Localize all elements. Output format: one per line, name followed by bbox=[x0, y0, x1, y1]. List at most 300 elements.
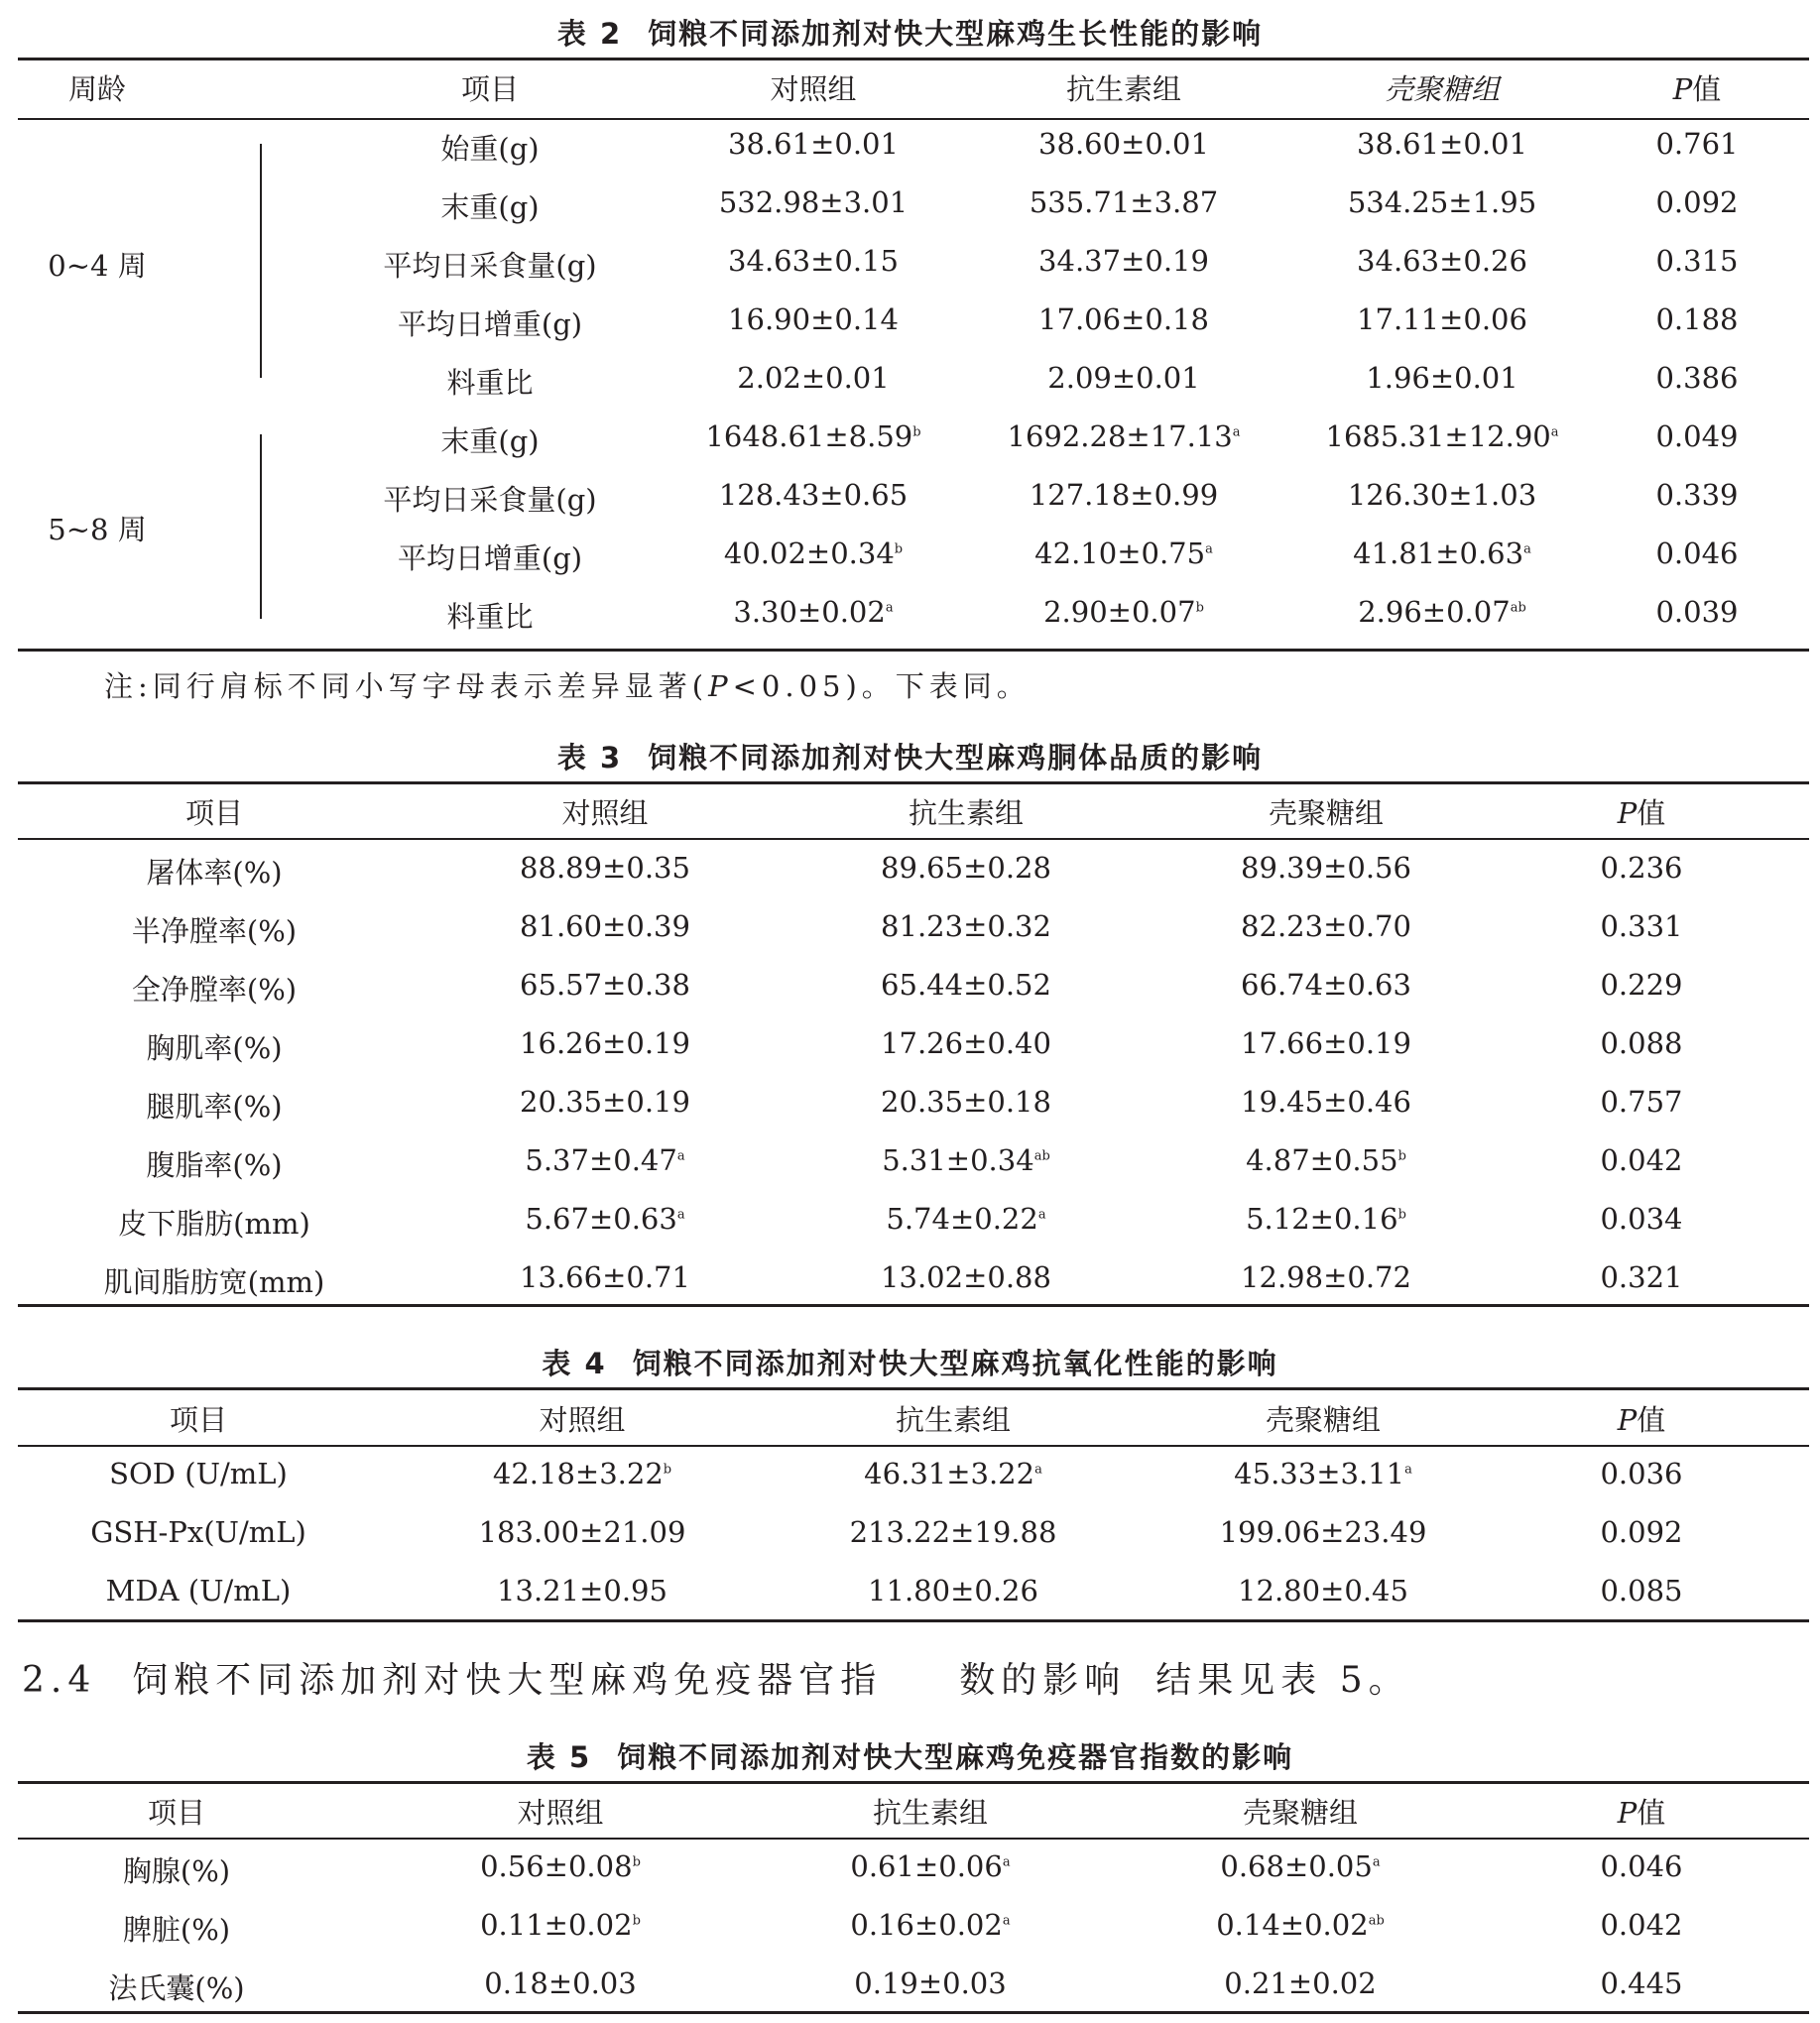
t5-row0-antibiotic-text: 0.61±0.06 bbox=[850, 1849, 1003, 1883]
t3-row0-item bbox=[146, 851, 282, 892]
t2g1-row4-item bbox=[446, 361, 533, 402]
t3-row7-chitosan bbox=[1241, 1260, 1411, 1294]
t5-row0-antibiotic-superscript: a bbox=[1002, 1854, 1011, 1870]
t2g2-row3-control-text: 3.30±0.02 bbox=[733, 595, 886, 629]
t4-row0-antibiotic bbox=[864, 1457, 1042, 1490]
t2-bracket-group2 bbox=[260, 434, 262, 619]
t3-row0-antibiotic bbox=[881, 851, 1051, 885]
t3-row1-chitosan-text: 82.23±0.70 bbox=[1241, 909, 1411, 943]
t3-row5-chitosan-superscript: b bbox=[1397, 1148, 1406, 1164]
t2g2-row0-control bbox=[705, 419, 920, 453]
t2g1-row3-antibiotic bbox=[1038, 302, 1209, 336]
t2g2-row1-p-text: 0.339 bbox=[1655, 478, 1739, 512]
table4-header-chitosan: 壳聚糖组 bbox=[1265, 1403, 1382, 1437]
t4-row2-p bbox=[1600, 1574, 1682, 1607]
t3-row6-chitosan-superscript: b bbox=[1397, 1207, 1406, 1223]
t3-row7-antibiotic-text: 13.02±0.88 bbox=[881, 1260, 1051, 1294]
t4-row1-antibiotic bbox=[850, 1515, 1057, 1549]
t2g1-row1-antibiotic-text: 535.71±3.87 bbox=[1029, 185, 1219, 219]
t5-row2-p bbox=[1600, 1966, 1682, 2000]
t2g2-row2-antibiotic-text: 42.10±0.75 bbox=[1034, 536, 1206, 570]
t3-row2-p bbox=[1600, 968, 1682, 1002]
t3-row5-antibiotic bbox=[882, 1143, 1050, 1177]
table3-number: 表 3 bbox=[556, 741, 623, 774]
t2g2-row3-antibiotic bbox=[1043, 595, 1204, 629]
table4-header-p: P值 bbox=[1617, 1403, 1666, 1437]
table5-header-rule bbox=[18, 1838, 1809, 1840]
t2g1-row4-antibiotic bbox=[1047, 361, 1199, 395]
t3-row6-control-superscript: a bbox=[676, 1207, 685, 1223]
t3-row7-item-text: 肌间脂肪宽(mm) bbox=[103, 1265, 325, 1299]
t3-row7-p bbox=[1600, 1260, 1682, 1294]
t2g2-row2-chitosan-text: 41.81±0.63 bbox=[1353, 536, 1524, 570]
t4-row2-control-text: 13.21±0.95 bbox=[497, 1574, 667, 1607]
t3-row5-control bbox=[525, 1143, 684, 1177]
t4-row2-chitosan bbox=[1238, 1574, 1408, 1607]
t3-row6-p bbox=[1600, 1202, 1682, 1236]
t4-row1-control-text: 183.00±21.09 bbox=[478, 1515, 686, 1549]
section-number: 2.4 bbox=[22, 1660, 97, 1701]
section-text-1: 饲粮不同添加剂对快大型麻鸡免疫器官指 bbox=[132, 1660, 883, 1701]
t5-row2-item bbox=[108, 1966, 244, 2007]
section-text-3: 结果见表 5。 bbox=[1155, 1660, 1410, 1701]
t2g1-row1-item bbox=[440, 185, 539, 226]
t2g1-row4-antibiotic-text: 2.09±0.01 bbox=[1047, 361, 1200, 395]
t2g1-row0-item bbox=[440, 127, 539, 168]
t2g2-row0-antibiotic-superscript: a bbox=[1232, 424, 1241, 440]
t2g2-row3-control bbox=[733, 595, 893, 629]
t3-row4-control-text: 20.35±0.19 bbox=[520, 1085, 690, 1119]
t2g1-row1-control bbox=[719, 185, 908, 219]
t2g2-row3-item bbox=[446, 595, 533, 636]
t4-row1-item bbox=[90, 1515, 306, 1549]
t3-row1-item bbox=[132, 909, 297, 950]
t3-row0-control-text: 88.89±0.35 bbox=[520, 851, 690, 885]
table5-title bbox=[0, 1735, 1820, 1776]
t5-row0-p bbox=[1600, 1849, 1682, 1883]
t2g1-row1-p-text: 0.092 bbox=[1655, 185, 1739, 219]
t4-row0-chitosan-text: 45.33±3.11 bbox=[1234, 1457, 1405, 1490]
t3-row5-chitosan-text: 4.87±0.55 bbox=[1246, 1143, 1398, 1177]
t3-row3-antibiotic bbox=[881, 1026, 1051, 1060]
t3-row2-antibiotic bbox=[881, 968, 1051, 1002]
t2g1-row0-chitosan-text: 38.61±0.01 bbox=[1357, 127, 1527, 161]
t2-header-p: P值 bbox=[1672, 72, 1722, 106]
note-p: P bbox=[708, 669, 733, 703]
t5-row2-control-text: 0.18±0.03 bbox=[484, 1966, 637, 2000]
table2-caption: 饲粮不同添加剂对快大型麻鸡生长性能的影响 bbox=[648, 17, 1264, 51]
t2g2-row3-antibiotic-superscript: b bbox=[1195, 600, 1204, 616]
t3-row5-p bbox=[1600, 1143, 1682, 1177]
t3-row5-item-text: 腹脂率(%) bbox=[146, 1148, 283, 1182]
t3-row2-control-text: 65.57±0.38 bbox=[520, 968, 690, 1002]
t2g1-row0-item-text: 始重(g) bbox=[440, 132, 540, 166]
t5-row0-antibiotic bbox=[850, 1849, 1010, 1883]
t2g2-row0-antibiotic bbox=[1007, 419, 1240, 453]
t2-bracket-group1 bbox=[260, 144, 262, 378]
table3-top-rule bbox=[18, 781, 1809, 784]
t2g1-row4-p bbox=[1655, 361, 1738, 395]
t3-row7-control-text: 13.66±0.71 bbox=[520, 1260, 690, 1294]
t2g2-row1-control bbox=[719, 478, 908, 512]
t4-row2-item-text: MDA (U/mL) bbox=[105, 1574, 292, 1607]
t2g2-row2-p bbox=[1655, 536, 1738, 570]
t2g1-row4-chitosan bbox=[1366, 361, 1517, 395]
t3-row4-antibiotic-text: 20.35±0.18 bbox=[881, 1085, 1051, 1119]
t5-row0-item-text: 胸腺(%) bbox=[122, 1854, 231, 1888]
t2g1-row4-chitosan-text: 1.96±0.01 bbox=[1366, 361, 1518, 395]
t3-row2-item bbox=[132, 968, 297, 1009]
section-text-2: 数的影响 bbox=[959, 1660, 1127, 1701]
t4-row0-control-text: 42.18±3.22 bbox=[492, 1457, 664, 1490]
t4-row1-chitosan-text: 199.06±23.49 bbox=[1219, 1515, 1427, 1549]
table4-header-antibiotic: 抗生素组 bbox=[895, 1403, 1012, 1437]
table2-top-rule bbox=[18, 58, 1809, 60]
t2g1-row3-p bbox=[1655, 302, 1738, 336]
t2g1-row1-p bbox=[1655, 185, 1738, 219]
t5-row0-control-text: 0.56±0.08 bbox=[480, 1849, 633, 1883]
t2g2-row3-control-superscript: a bbox=[885, 600, 894, 616]
section-2-4-heading bbox=[22, 1652, 1410, 1703]
t2g1-row0-control bbox=[728, 127, 899, 161]
t3-row3-p-text: 0.088 bbox=[1600, 1026, 1683, 1060]
t3-row4-chitosan bbox=[1241, 1085, 1411, 1119]
t2g2-row2-control bbox=[724, 536, 903, 570]
t4-row2-p-text: 0.085 bbox=[1600, 1574, 1683, 1607]
t3-row0-control bbox=[520, 851, 690, 885]
t2g2-row0-chitosan-text: 1685.31±12.90 bbox=[1325, 419, 1551, 453]
t5-row0-chitosan-text: 0.68±0.05 bbox=[1220, 1849, 1373, 1883]
t3-row6-antibiotic-text: 5.74±0.22 bbox=[886, 1202, 1038, 1236]
t5-row1-antibiotic-text: 0.16±0.02 bbox=[850, 1908, 1003, 1942]
t2g2-row2-p-text: 0.046 bbox=[1655, 536, 1739, 570]
t2g1-row2-chitosan bbox=[1357, 244, 1527, 278]
t2g1-row2-chitosan-text: 34.63±0.26 bbox=[1357, 244, 1527, 278]
t5-row0-item bbox=[123, 1849, 230, 1890]
t2g2-row3-chitosan-superscript: ab bbox=[1510, 600, 1526, 616]
t4-row0-chitosan-superscript: a bbox=[1404, 1462, 1412, 1478]
t3-row5-chitosan bbox=[1246, 1143, 1406, 1177]
t3-row0-chitosan bbox=[1241, 851, 1411, 885]
t3-row6-control bbox=[525, 1202, 684, 1236]
t4-row2-control bbox=[497, 1574, 667, 1607]
t3-row1-chitosan bbox=[1241, 909, 1411, 943]
table3-bottom-rule bbox=[18, 1304, 1809, 1307]
t3-row7-p-text: 0.321 bbox=[1600, 1260, 1683, 1294]
t2g1-row2-antibiotic bbox=[1038, 244, 1209, 278]
t3-row1-item-text: 半净膛率(%) bbox=[131, 914, 298, 948]
t4-row0-p bbox=[1600, 1457, 1682, 1490]
table3-title bbox=[0, 736, 1820, 776]
t4-row2-antibiotic bbox=[868, 1574, 1038, 1607]
t2g1-row2-control bbox=[728, 244, 899, 278]
t2g1-row3-item bbox=[398, 302, 582, 343]
t3-row4-item-text: 腿肌率(%) bbox=[146, 1090, 283, 1124]
t2g1-row1-antibiotic bbox=[1030, 185, 1218, 219]
t4-row1-antibiotic-text: 213.22±19.88 bbox=[849, 1515, 1057, 1549]
note-prefix: 注:同行肩标不同小写字母表示差异显著( bbox=[104, 669, 709, 703]
t2g1-row4-p-text: 0.386 bbox=[1655, 361, 1739, 395]
t2g2-row0-p-text: 0.049 bbox=[1655, 419, 1739, 453]
t3-row7-item bbox=[104, 1260, 325, 1301]
table2-number: 表 2 bbox=[556, 17, 623, 51]
t5-row0-control bbox=[480, 1849, 641, 1883]
t2g1-row4-control-text: 2.02±0.01 bbox=[737, 361, 890, 395]
t3-row6-chitosan bbox=[1246, 1202, 1406, 1236]
t4-row2-item bbox=[106, 1574, 292, 1607]
t5-row1-antibiotic bbox=[850, 1908, 1010, 1942]
table5-number: 表 5 bbox=[526, 1740, 592, 1774]
t2g2-row2-chitosan-superscript: a bbox=[1523, 541, 1531, 557]
table3-header-control: 对照组 bbox=[561, 796, 649, 830]
t2g2-row2-antibiotic bbox=[1034, 536, 1213, 570]
table4-number: 表 4 bbox=[542, 1347, 607, 1380]
t2g2-row3-p bbox=[1655, 595, 1738, 629]
t3-row2-item-text: 全净膛率(%) bbox=[131, 973, 298, 1007]
t3-row1-control-text: 81.60±0.39 bbox=[520, 909, 690, 943]
t5-row2-item-text: 法氏囊(%) bbox=[108, 1971, 245, 2005]
table4-top-rule bbox=[18, 1387, 1809, 1390]
t5-row2-p-text: 0.445 bbox=[1600, 1966, 1683, 2000]
t5-row0-chitosan bbox=[1220, 1849, 1380, 1883]
t2g2-row0-item-text: 末重(g) bbox=[440, 424, 540, 458]
t5-row1-control-text: 0.11±0.02 bbox=[480, 1908, 633, 1942]
t5-row1-chitosan bbox=[1216, 1908, 1385, 1942]
t2g2-row2-control-text: 40.02±0.34 bbox=[723, 536, 895, 570]
t3-row6-control-text: 5.67±0.63 bbox=[525, 1202, 677, 1236]
t3-row4-control bbox=[520, 1085, 690, 1119]
table3-caption: 饲粮不同添加剂对快大型麻鸡胴体品质的影响 bbox=[648, 741, 1264, 774]
t3-row4-p bbox=[1600, 1085, 1682, 1119]
t3-row5-control-superscript: a bbox=[676, 1148, 685, 1164]
t3-row1-antibiotic-text: 81.23±0.32 bbox=[881, 909, 1051, 943]
t3-row2-chitosan-text: 66.74±0.63 bbox=[1241, 968, 1411, 1002]
t5-row1-chitosan-superscript: ab bbox=[1368, 1913, 1385, 1929]
t4-row0-chitosan bbox=[1234, 1457, 1412, 1490]
t5-row2-chitosan bbox=[1224, 1966, 1376, 2000]
table4-header-control: 对照组 bbox=[539, 1403, 626, 1437]
t2g1-row2-item-text: 平均日采食量(g) bbox=[383, 249, 597, 283]
table4-bottom-rule bbox=[18, 1619, 1809, 1622]
t5-row1-item bbox=[123, 1908, 230, 1949]
t3-row4-antibiotic bbox=[881, 1085, 1051, 1119]
t3-row3-item bbox=[146, 1026, 282, 1067]
t3-row5-antibiotic-superscript: ab bbox=[1033, 1148, 1050, 1164]
t2g2-row1-antibiotic-text: 127.18±0.99 bbox=[1029, 478, 1219, 512]
t2g1-row2-item bbox=[383, 244, 596, 285]
t3-row6-p-text: 0.034 bbox=[1600, 1202, 1683, 1236]
t3-row6-antibiotic bbox=[886, 1202, 1045, 1236]
t5-row1-p bbox=[1600, 1908, 1682, 1942]
t2-header-control: 对照组 bbox=[770, 72, 857, 106]
t2g2-row1-antibiotic bbox=[1030, 478, 1218, 512]
t4-row0-item bbox=[109, 1457, 288, 1490]
t3-row0-chitosan-text: 89.39±0.56 bbox=[1241, 851, 1411, 885]
t3-row7-chitosan-text: 12.98±0.72 bbox=[1241, 1260, 1411, 1294]
t2g1-row1-chitosan bbox=[1348, 185, 1536, 219]
t2g2-row1-chitosan-text: 126.30±1.03 bbox=[1347, 478, 1537, 512]
t2g2-row0-control-superscript: b bbox=[912, 424, 921, 440]
t5-row2-antibiotic bbox=[854, 1966, 1006, 2000]
table3-header-rule bbox=[18, 838, 1809, 840]
table5-header-p: P值 bbox=[1617, 1796, 1666, 1830]
t5-row1-antibiotic-superscript: a bbox=[1002, 1913, 1011, 1929]
t2g2-row0-p bbox=[1655, 419, 1738, 453]
table2-bottom-rule bbox=[18, 649, 1809, 652]
t2g1-row2-control-text: 34.63±0.15 bbox=[728, 244, 899, 278]
t3-row4-p-text: 0.757 bbox=[1600, 1085, 1683, 1119]
t2g2-row1-control-text: 128.43±0.65 bbox=[718, 478, 909, 512]
t4-row1-p-text: 0.092 bbox=[1600, 1515, 1683, 1549]
t4-row0-p-text: 0.036 bbox=[1600, 1457, 1683, 1490]
t3-row3-antibiotic-text: 17.26±0.40 bbox=[881, 1026, 1051, 1060]
t2g1-row1-chitosan-text: 534.25±1.95 bbox=[1347, 185, 1537, 219]
table2-note bbox=[104, 664, 1031, 705]
t2g1-row0-p-text: 0.761 bbox=[1655, 127, 1739, 161]
table4-caption: 饲粮不同添加剂对快大型麻鸡抗氧化性能的影响 bbox=[632, 1347, 1278, 1380]
t4-row0-item-text: SOD (U/mL) bbox=[109, 1457, 288, 1490]
t4-row1-control bbox=[479, 1515, 686, 1549]
t3-row7-control bbox=[520, 1260, 690, 1294]
t4-row2-chitosan-text: 12.80±0.45 bbox=[1238, 1574, 1408, 1607]
t3-row3-chitosan-text: 17.66±0.19 bbox=[1241, 1026, 1411, 1060]
t2g2-row3-item-text: 料重比 bbox=[446, 600, 534, 634]
t2g1-row0-p bbox=[1655, 127, 1738, 161]
t2g2-row3-p-text: 0.039 bbox=[1655, 595, 1739, 629]
t5-row1-control bbox=[480, 1908, 641, 1942]
t3-row3-item-text: 胸肌率(%) bbox=[146, 1031, 283, 1065]
t2g2-row0-chitosan bbox=[1325, 419, 1558, 453]
table2-title bbox=[0, 12, 1820, 53]
t2g2-row2-control-superscript: b bbox=[894, 541, 904, 557]
t2g1-row0-antibiotic bbox=[1038, 127, 1209, 161]
t5-row0-p-text: 0.046 bbox=[1600, 1849, 1683, 1883]
t3-row2-control bbox=[520, 968, 690, 1002]
t2g2-row2-item bbox=[398, 536, 582, 577]
t4-row2-antibiotic-text: 11.80±0.26 bbox=[868, 1574, 1038, 1607]
t2g2-row3-antibiotic-text: 2.90±0.07 bbox=[1043, 595, 1196, 629]
t2-group1-label: 0~4 周 bbox=[48, 249, 147, 283]
table3-header-item: 项目 bbox=[184, 796, 244, 830]
t3-row4-chitosan-text: 19.45±0.46 bbox=[1241, 1085, 1411, 1119]
table4-header-item: 项目 bbox=[169, 1403, 228, 1437]
t2g2-row1-item bbox=[383, 478, 596, 519]
table5-header-antibiotic: 抗生素组 bbox=[872, 1796, 989, 1830]
t2g2-row2-chitosan bbox=[1353, 536, 1531, 570]
table5-top-rule bbox=[18, 1781, 1809, 1784]
t3-row0-item-text: 屠体率(%) bbox=[146, 856, 283, 890]
t3-row3-chitosan bbox=[1241, 1026, 1411, 1060]
t3-row6-item-text: 皮下脂肪(mm) bbox=[118, 1207, 310, 1241]
t4-row1-item-text: GSH-Px(U/mL) bbox=[90, 1515, 306, 1549]
t4-row0-antibiotic-superscript: a bbox=[1034, 1462, 1042, 1478]
t2g2-row2-item-text: 平均日增重(g) bbox=[397, 541, 583, 575]
t3-row5-control-text: 5.37±0.47 bbox=[525, 1143, 677, 1177]
t3-row6-item bbox=[118, 1202, 310, 1243]
t3-row5-p-text: 0.042 bbox=[1600, 1143, 1683, 1177]
t2g2-row2-antibiotic-superscript: a bbox=[1205, 541, 1213, 557]
t5-row1-p-text: 0.042 bbox=[1600, 1908, 1683, 1942]
t2g1-row1-item-text: 末重(g) bbox=[440, 190, 540, 224]
note-suffix: <0.05)。下表同。 bbox=[732, 669, 1031, 703]
t2g1-row4-control bbox=[737, 361, 889, 395]
t3-row2-p-text: 0.229 bbox=[1600, 968, 1683, 1002]
t2g2-row1-p bbox=[1655, 478, 1738, 512]
t3-row6-antibiotic-superscript: a bbox=[1037, 1207, 1046, 1223]
t3-row5-antibiotic-text: 5.31±0.34 bbox=[882, 1143, 1034, 1177]
t2g1-row2-p bbox=[1655, 244, 1738, 278]
t2g2-row0-item bbox=[440, 419, 539, 460]
t4-row0-control bbox=[493, 1457, 671, 1490]
table3-header-p: P值 bbox=[1617, 796, 1666, 830]
t2g1-row2-antibiotic-text: 34.37±0.19 bbox=[1038, 244, 1209, 278]
t3-row3-control-text: 16.26±0.19 bbox=[520, 1026, 690, 1060]
t3-row2-antibiotic-text: 65.44±0.52 bbox=[881, 968, 1051, 1002]
table5-bottom-rule bbox=[18, 2011, 1809, 2014]
table5-caption: 饲粮不同添加剂对快大型麻鸡免疫器官指数的影响 bbox=[617, 1740, 1294, 1774]
table2-header-rule bbox=[18, 118, 1809, 120]
t2g2-row0-control-text: 1648.61±8.59 bbox=[705, 419, 913, 453]
t3-row0-antibiotic-text: 89.65±0.28 bbox=[881, 851, 1051, 885]
t2g1-row1-control-text: 532.98±3.01 bbox=[718, 185, 909, 219]
t2g2-row0-chitosan-superscript: a bbox=[1550, 424, 1559, 440]
t4-row1-p bbox=[1600, 1515, 1682, 1549]
t3-row0-p bbox=[1600, 851, 1682, 885]
t5-row1-item-text: 脾脏(%) bbox=[122, 1913, 231, 1947]
t2g1-row0-antibiotic-text: 38.60±0.01 bbox=[1038, 127, 1209, 161]
t2g1-row3-control bbox=[728, 302, 899, 336]
t5-row0-chitosan-superscript: a bbox=[1372, 1854, 1381, 1870]
table4-header-rule bbox=[18, 1445, 1809, 1447]
table5-header-item: 项目 bbox=[147, 1796, 206, 1830]
t2g1-row4-item-text: 料重比 bbox=[446, 366, 534, 400]
table3-header-chitosan: 壳聚糖组 bbox=[1268, 796, 1385, 830]
table3-header-antibiotic: 抗生素组 bbox=[908, 796, 1025, 830]
t2g2-row1-item-text: 平均日采食量(g) bbox=[383, 483, 597, 517]
t5-row1-chitosan-text: 0.14±0.02 bbox=[1216, 1908, 1369, 1942]
t2g1-row3-chitosan-text: 17.11±0.06 bbox=[1357, 302, 1527, 336]
t2g1-row2-p-text: 0.315 bbox=[1655, 244, 1739, 278]
t2g1-row3-item-text: 平均日增重(g) bbox=[397, 307, 583, 341]
t4-row0-antibiotic-text: 46.31±3.22 bbox=[864, 1457, 1035, 1490]
table5-header-control: 对照组 bbox=[517, 1796, 604, 1830]
t2g1-row3-control-text: 16.90±0.14 bbox=[728, 302, 899, 336]
t3-row1-p-text: 0.331 bbox=[1600, 909, 1683, 943]
t2g1-row3-p-text: 0.188 bbox=[1655, 302, 1739, 336]
t2g2-row3-chitosan-text: 2.96±0.07 bbox=[1358, 595, 1511, 629]
t3-row0-p-text: 0.236 bbox=[1600, 851, 1683, 885]
table5-header-chitosan: 壳聚糖组 bbox=[1242, 1796, 1359, 1830]
t3-row7-antibiotic bbox=[881, 1260, 1051, 1294]
t2g1-row3-chitosan bbox=[1357, 302, 1527, 336]
t5-row0-control-superscript: b bbox=[632, 1854, 641, 1870]
t2g2-row3-chitosan bbox=[1358, 595, 1526, 629]
t2g2-row0-antibiotic-text: 1692.28±17.13 bbox=[1007, 419, 1233, 453]
t4-row0-control-superscript: b bbox=[663, 1462, 672, 1478]
t3-row1-antibiotic bbox=[881, 909, 1051, 943]
t2-group2-label: 5~8 周 bbox=[48, 513, 147, 546]
t3-row6-chitosan-text: 5.12±0.16 bbox=[1246, 1202, 1398, 1236]
t2-header-age: 周龄 bbox=[67, 72, 127, 106]
t5-row2-control bbox=[484, 1966, 636, 2000]
t3-row5-item bbox=[146, 1143, 282, 1184]
t3-row1-p bbox=[1600, 909, 1682, 943]
t5-row2-chitosan-text: 0.21±0.02 bbox=[1224, 1966, 1377, 2000]
t2-header-chitosan: 壳聚糖组 bbox=[1384, 72, 1501, 106]
t3-row3-control bbox=[520, 1026, 690, 1060]
t3-row4-item bbox=[146, 1085, 282, 1126]
t4-row1-chitosan bbox=[1220, 1515, 1427, 1549]
